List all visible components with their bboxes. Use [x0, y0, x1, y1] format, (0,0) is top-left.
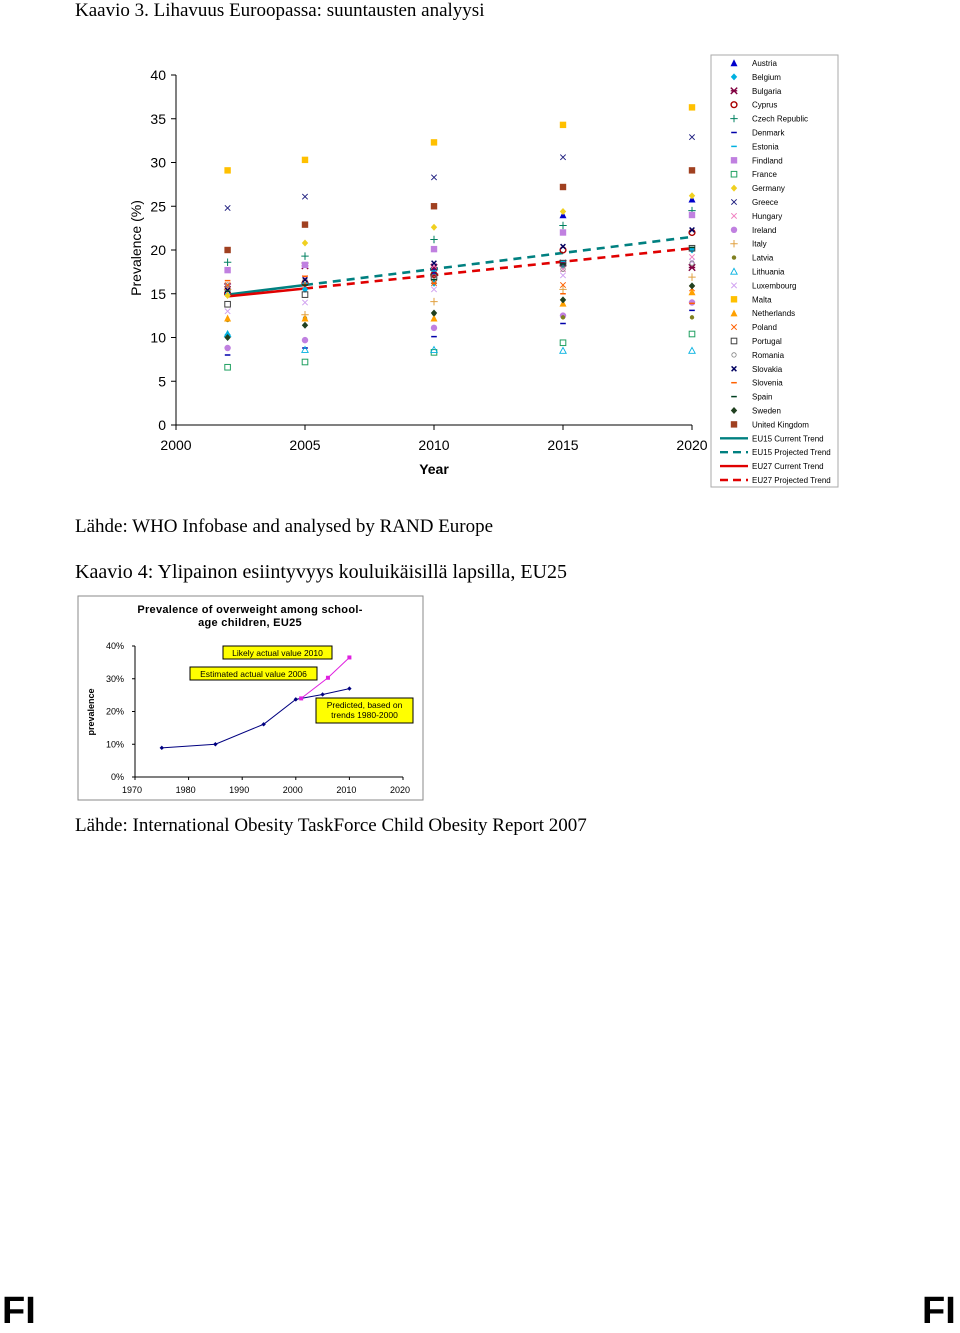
y-tick-label: 30	[150, 154, 166, 171]
legend-label-germany: Germany	[752, 184, 785, 194]
legend-label-portugal: Portugal	[752, 337, 782, 346]
point-ireland	[302, 337, 308, 343]
legend-label-czech-republic: Czech Republic	[752, 114, 809, 124]
point-lithuania	[689, 347, 695, 353]
point-luxembourg	[560, 273, 565, 278]
point-luxembourg	[302, 300, 307, 305]
x-tick-label: 2000	[160, 437, 192, 453]
y-tick-label: 20%	[105, 706, 124, 717]
point-latvia	[561, 315, 565, 319]
y-tick-label: 40%	[105, 641, 124, 651]
point-france	[302, 359, 308, 365]
series-2-point	[326, 676, 330, 680]
point-czech-republic	[430, 236, 437, 243]
legend-label-estonia: Estonia	[752, 142, 779, 152]
legend-label-findland: Findland	[752, 156, 783, 166]
point-united-kingdom	[302, 221, 308, 227]
legend-label-hungary: Hungary	[752, 211, 783, 221]
point-france	[560, 340, 566, 346]
chart2-source: Lähde: International Obesity TaskForce Child Obesity Report 2007	[75, 815, 587, 836]
legend-label-latvia: Latvia	[752, 253, 774, 263]
x-tick-label: 2000	[282, 785, 303, 795]
point-france	[225, 364, 231, 370]
point-italy	[559, 286, 566, 293]
point-greece	[431, 175, 436, 180]
legend-marker-united-kingdom	[731, 421, 737, 427]
legend-label-france: France	[752, 170, 777, 180]
overweight-children-chart	[0, 590, 960, 890]
point-portugal	[225, 301, 231, 307]
y-axis-label: Prevalence (%)	[128, 200, 144, 296]
x-tick-label: 2005	[289, 437, 321, 453]
point-czech-republic	[224, 259, 231, 266]
point-germany	[302, 240, 308, 247]
point-malta	[224, 167, 230, 173]
legend-label-sweden: Sweden	[752, 406, 781, 416]
x-tick-label: 2010	[336, 785, 357, 795]
y-tick-label: 35	[150, 110, 166, 127]
trend-eu27-projected-trend	[305, 248, 692, 288]
legend-label-poland: Poland	[752, 323, 777, 333]
y-axis-label: prevalence	[86, 688, 96, 736]
series-2-point	[299, 696, 303, 700]
point-findland	[224, 267, 230, 273]
point-sweden	[431, 310, 437, 317]
y-tick-label: 25	[150, 198, 166, 215]
series-2-point	[347, 655, 351, 659]
point-ireland	[224, 345, 230, 351]
point-findland	[431, 246, 437, 252]
annotation-text-1: Likely actual value 2010	[232, 648, 323, 658]
point-czech-republic	[559, 222, 566, 229]
point-greece	[689, 134, 694, 139]
point-slovakia	[561, 244, 566, 249]
y-tick-label: 40	[150, 67, 166, 83]
y-tick-label: 20	[150, 242, 166, 258]
point-malta	[302, 157, 308, 163]
point-luxembourg	[431, 287, 436, 292]
x-tick-label: 2020	[676, 437, 708, 453]
obesity-trend-chart	[0, 0, 960, 500]
point-sweden	[689, 282, 695, 289]
legend-label-italy: Italy	[752, 239, 767, 249]
x-tick-label: 2010	[418, 437, 450, 453]
point-netherlands	[224, 315, 231, 322]
point-united-kingdom	[224, 247, 230, 253]
legend-label-spain: Spain	[752, 392, 773, 402]
legend-label-denmark: Denmark	[752, 128, 785, 138]
legend-label-cyprus: Cyprus	[752, 100, 778, 110]
point-greece	[302, 194, 307, 199]
legend-label-ireland: Ireland	[752, 225, 777, 235]
point-latvia	[690, 315, 694, 319]
chart1-source: Lähde: WHO Infobase and analysed by RAND Europe	[75, 516, 494, 537]
legend-marker-findland	[731, 157, 737, 163]
chart-title-line-1: Prevalence of overweight among school-	[137, 604, 363, 616]
point-slovakia	[432, 261, 437, 266]
legend-label-eu27-current-trend: EU27 Current Trend	[752, 462, 824, 472]
point-germany	[689, 192, 695, 199]
footer-language-left: FI	[2, 1290, 36, 1332]
legend-label-netherlands: Netherlands	[752, 309, 796, 319]
legend-label-bulgaria: Bulgaria	[752, 86, 782, 96]
point-germany	[560, 208, 566, 215]
point-italy	[430, 298, 437, 305]
x-tick-label: 2015	[547, 437, 579, 453]
legend-label-united-kingdom: United Kingdom	[752, 420, 809, 430]
point-france	[689, 331, 695, 337]
point-luxembourg	[225, 309, 230, 314]
y-tick-label: 15	[150, 285, 166, 302]
annotation-text-2: Estimated actual value 2006	[200, 669, 307, 679]
point-ireland	[431, 325, 437, 331]
point-greece	[225, 205, 230, 210]
legend-label-luxembourg: Luxembourg	[752, 281, 797, 291]
legend-label-greece: Greece	[752, 198, 779, 207]
chart2-heading: Kaavio 4: Ylipainon esiintyvyys kouluikäisillä lapsilla, EU25	[75, 561, 567, 583]
point-lithuania	[560, 347, 566, 353]
x-tick-label: 1970	[121, 785, 143, 795]
point-united-kingdom	[431, 203, 437, 209]
point-italy	[688, 273, 695, 280]
legend-label-eu27-projected-trend: EU27 Projected Trend	[752, 476, 831, 485]
point-findland	[689, 212, 695, 218]
legend-label-romania: Romania	[752, 350, 785, 360]
legend-label-eu15-current-trend: EU15 Current Trend	[752, 434, 824, 444]
point-united-kingdom	[560, 184, 566, 190]
point-findland	[560, 229, 566, 235]
x-tick-label: 1980	[175, 785, 196, 795]
footer-language-right: FI	[922, 1290, 956, 1332]
y-tick-label: 0%	[110, 772, 124, 782]
point-germany	[431, 224, 437, 231]
legend-label-eu15-projected-trend: EU15 Projected Trend	[752, 448, 831, 458]
y-tick-label: 10%	[105, 739, 124, 750]
legend-label-austria: Austria	[752, 59, 777, 68]
point-malta	[431, 139, 437, 145]
legend-label-slovenia: Slovenia	[752, 378, 783, 388]
legend-label-belgium: Belgium	[752, 72, 781, 82]
point-united-kingdom	[689, 167, 695, 173]
legend-marker-malta	[731, 296, 737, 302]
x-tick-label: 1990	[229, 785, 250, 795]
chart-title-line-2: age children, EU25	[198, 617, 302, 629]
annotation-text-3: Predicted, based on	[326, 700, 403, 710]
x-axis-label: Year	[419, 461, 449, 477]
legend-marker-ireland	[731, 227, 737, 233]
annotation-text-3: trends 1980-2000	[331, 710, 398, 720]
point-sweden	[560, 296, 566, 303]
point-findland	[302, 262, 308, 268]
legend-marker-latvia	[732, 255, 736, 259]
y-tick-label: 5	[158, 373, 166, 390]
point-malta	[689, 104, 695, 110]
chart1-heading: Kaavio 3. Lihavuus Euroopassa: suuntausten analyysi	[75, 0, 485, 21]
point-ireland	[689, 299, 695, 305]
point-czech-republic	[301, 252, 308, 259]
y-tick-label: 10	[150, 329, 166, 346]
y-tick-label: 30%	[105, 673, 124, 684]
x-tick-label: 2020	[389, 785, 411, 795]
trend-eu15-projected-trend	[305, 237, 692, 285]
legend-label-lithuania: Lithuania	[752, 267, 785, 277]
point-sweden	[302, 322, 308, 329]
legend-label-malta: Malta	[752, 295, 772, 305]
y-tick-label: 0	[158, 417, 166, 433]
point-netherlands	[302, 315, 309, 322]
point-greece	[560, 155, 565, 160]
legend-label-slovakia: Slovakia	[752, 364, 783, 374]
point-malta	[560, 122, 566, 128]
